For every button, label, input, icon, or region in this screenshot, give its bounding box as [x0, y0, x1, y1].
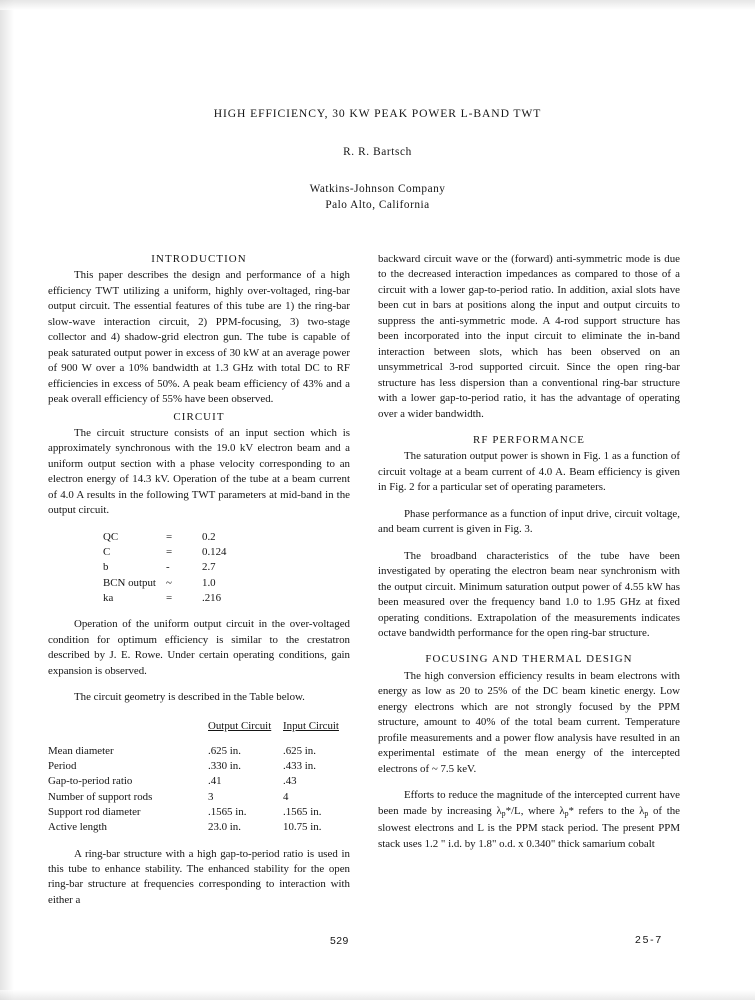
table-cell-input: 10.75 in. — [283, 821, 322, 834]
parameter-value: 0.124 — [202, 546, 227, 558]
table-row — [48, 774, 350, 789]
table-cell-output: 23.0 in. — [208, 821, 241, 834]
table-cell-label: Mean diameter — [48, 744, 114, 757]
parameter-symbol: BCN output — [103, 576, 156, 589]
table-header — [48, 719, 350, 743]
table-row — [48, 759, 350, 774]
table-cell-label: Gap-to-period ratio — [48, 775, 133, 788]
page-title: HIGH EFFICIENCY, 30 KW PEAK POWER L-BAND TWT — [213, 107, 542, 120]
table-cell-output: .625 in. — [208, 744, 241, 757]
table-header-output-circuit: Output Circuit — [208, 720, 272, 733]
parameter-relation: = — [166, 530, 173, 543]
scan-edge-shading-bottom — [0, 990, 755, 1000]
table-header-blank — [48, 719, 208, 743]
table-cell-label: Support rod diameter — [48, 805, 141, 818]
heading-introduction: INTRODUCTION — [151, 253, 247, 265]
parameter-symbol: b — [103, 561, 109, 574]
heading-rf-performance: RF PERFORMANCE — [473, 433, 585, 446]
parameter-row — [48, 576, 350, 591]
parameter-value: 2.7 — [202, 561, 216, 574]
parameter-symbol: QC — [103, 530, 119, 543]
parameter-relation: - — [166, 561, 170, 574]
parameter-row — [48, 530, 350, 545]
paragraph-rf-1: The saturation output power is shown in Fig. 1 as a function of circuit voltage at a beam current of 4.0 A. Beam efficiency is given in Fig. 2 for a particular set of operating parameters. — [378, 450, 680, 494]
parameter-symbol: C — [103, 546, 111, 558]
table-cell-output: .330 in. — [208, 760, 241, 773]
parameter-row — [48, 545, 350, 560]
table-row — [48, 744, 350, 759]
paragraph-rf-3: The broadband characteristics of the tube have been investigated by operating the electron beam near synchronism with the output circuit. Minimum saturation output power of 4.55 kW has been measured over the frequency band 1.0 to 1.95 GHz at fixed operating conditions. Extrapolation of the measurements indicates octave bandwidth performance for the open ring-bar structure. — [378, 549, 680, 639]
focusing-text-mid2: * refers to the λ — [568, 804, 645, 817]
parameter-value: .216 — [202, 591, 222, 604]
lambda-subscript-p: p — [644, 808, 649, 818]
table-cell-input: 4 — [283, 790, 289, 803]
table-cell-label: Number of support rods — [48, 790, 153, 803]
scan-edge-shading-top — [0, 0, 755, 10]
parameter-row — [48, 591, 350, 606]
circuit-geometry-table — [48, 719, 350, 835]
paragraph-stability-continued: backward circuit wave or the (forward) anti-symmetric mode is due to the decreased interaction impedances as compared to those of a circuit with a lower gap-to-period ratio. In addition, axial slots have been cut in bars at positions along the input and output circuits to suppress the anti-symmetric mode. A 4-rod support structure has been incorporated into the input circuit to eliminate the in-band interaction between slots, which has been observed on an unsymmetrical 3-rod supported circuit. Since the open ring-bar structure has less dispersion than a conventional ring-bar structure with a lower gap-to-period ratio, it has the advantage of operating over a wider bandwidth. — [378, 253, 680, 420]
focusing-text-mid1: */L, where λ — [505, 804, 565, 817]
lambda-subscript-p: p — [564, 808, 569, 818]
heading-focusing-thermal-design: FOCUSING AND THERMAL DESIGN — [425, 653, 633, 666]
table-cell-output: .1565 in. — [208, 805, 247, 818]
table-cell-output: .41 — [208, 775, 222, 788]
table-cell-input: .625 in. — [283, 744, 316, 757]
table-cell-input: .1565 in. — [283, 805, 322, 818]
lambda-subscript-p: p — [501, 808, 506, 818]
paragraph-stability: A ring-bar structure with a high gap-to-period ratio is used in this tube to enhance stability. The enhanced stability for the open ring-bar structure at frequencies corresponding to interaction with either a — [48, 847, 350, 906]
affiliation-company: Watkins-Johnson Company — [309, 183, 446, 195]
footer-section-code: 25-7 — [635, 935, 663, 946]
author-name: R. R. Bartsch — [343, 146, 412, 158]
parameter-symbol: ka — [103, 591, 114, 604]
paragraph-focusing-2 — [378, 788, 680, 852]
focusing-text-post: of the slowest electrons and L is the PPM stack period. The present PPM stack uses 1.2 " i.d. by 1.8" o.d. x 0.340" thick samarium cobalt — [378, 804, 680, 850]
table-cell-input: .43 — [283, 775, 297, 788]
left-text-column — [48, 252, 350, 908]
table-cell-output: 3 — [208, 790, 214, 803]
paragraph-overvoltaged-operation: Operation of the uniform output circuit in the over-voltaged condition for optimum efficiency is similar to the crestatron described by J. E. Rowe. Under certain operating conditions, gain expansion is observed. — [48, 618, 350, 677]
focusing-text-pre: Efforts to reduce the magnitude of the intercepted current have been made by increasing λ — [378, 789, 680, 817]
paragraph-circuit: The circuit structure consists of an input section which is approximately synchronous with the 19.0 kV electron beam and a uniform output section with a phase velocity corresponding to an electron energy of 14.3 kV. Operation of the tube at a beam current of 4.0 A results in the following TWT parameters at mid-band in the output circuit. — [48, 426, 350, 517]
right-text-column — [378, 252, 680, 852]
table-row — [48, 790, 350, 805]
parameter-value: 0.2 — [202, 530, 216, 543]
parameter-row — [48, 560, 350, 575]
paragraph-introduction: This paper describes the design and performance of a high efficiency TWT utilizing a uniform, highly over-voltaged, ring-bar output circuit. The essential features of this tube are 1) the ring-bar slow-wave interaction circuit, 2) PPM-focusing, 3) two-stage collector and 4) shadow-grid electron gun. The tube is capable of peak saturated output power in excess of 30 kW at an average power of 900 W over a 10% bandwidth at 1.3 GHz with total DC to RF efficiencies in excess of 50%. A peak beam efficiency of 43% and a peak overall efficiency of 55% have been observed. — [48, 269, 350, 406]
parameter-relation: = — [166, 591, 173, 604]
paragraph-rf-2: Phase performance as a function of input drive, circuit voltage, and beam current is given in Fig. 3. — [378, 507, 680, 536]
table-header-row — [48, 719, 350, 743]
paragraph-table-introduction: The circuit geometry is described in the Table below. — [74, 691, 305, 703]
footer-page-number: 529 — [330, 936, 349, 947]
parameter-value: 1.0 — [202, 576, 216, 589]
table-body — [48, 744, 350, 836]
paragraph-focusing-1: The high conversion efficiency results in beam electrons with energy as low as 20 to 25% of the DC beam kinetic energy. Low energy electrons which are not strongly focused by the PPM structure, amount to 40% of the total beam current. Temperature profile measurements and a power flow analysis have resulted in an experimental estimate of the mean energy of the intercepted electrons of ~ 7.5 keV. — [378, 669, 680, 775]
parameter-relation: ~ — [166, 576, 172, 589]
table-header-input-circuit: Input Circuit — [283, 720, 339, 733]
table-cell-label: Period — [48, 760, 77, 773]
affiliation-location: Palo Alto, California — [325, 199, 430, 211]
table-cell-input: .433 in. — [283, 760, 316, 773]
table-row — [48, 820, 350, 835]
table-cell-label: Active length — [48, 821, 107, 834]
heading-circuit: CIRCUIT — [173, 410, 225, 423]
parameter-relation: = — [166, 546, 173, 558]
table-row — [48, 805, 350, 820]
twt-parameter-list — [48, 530, 350, 606]
